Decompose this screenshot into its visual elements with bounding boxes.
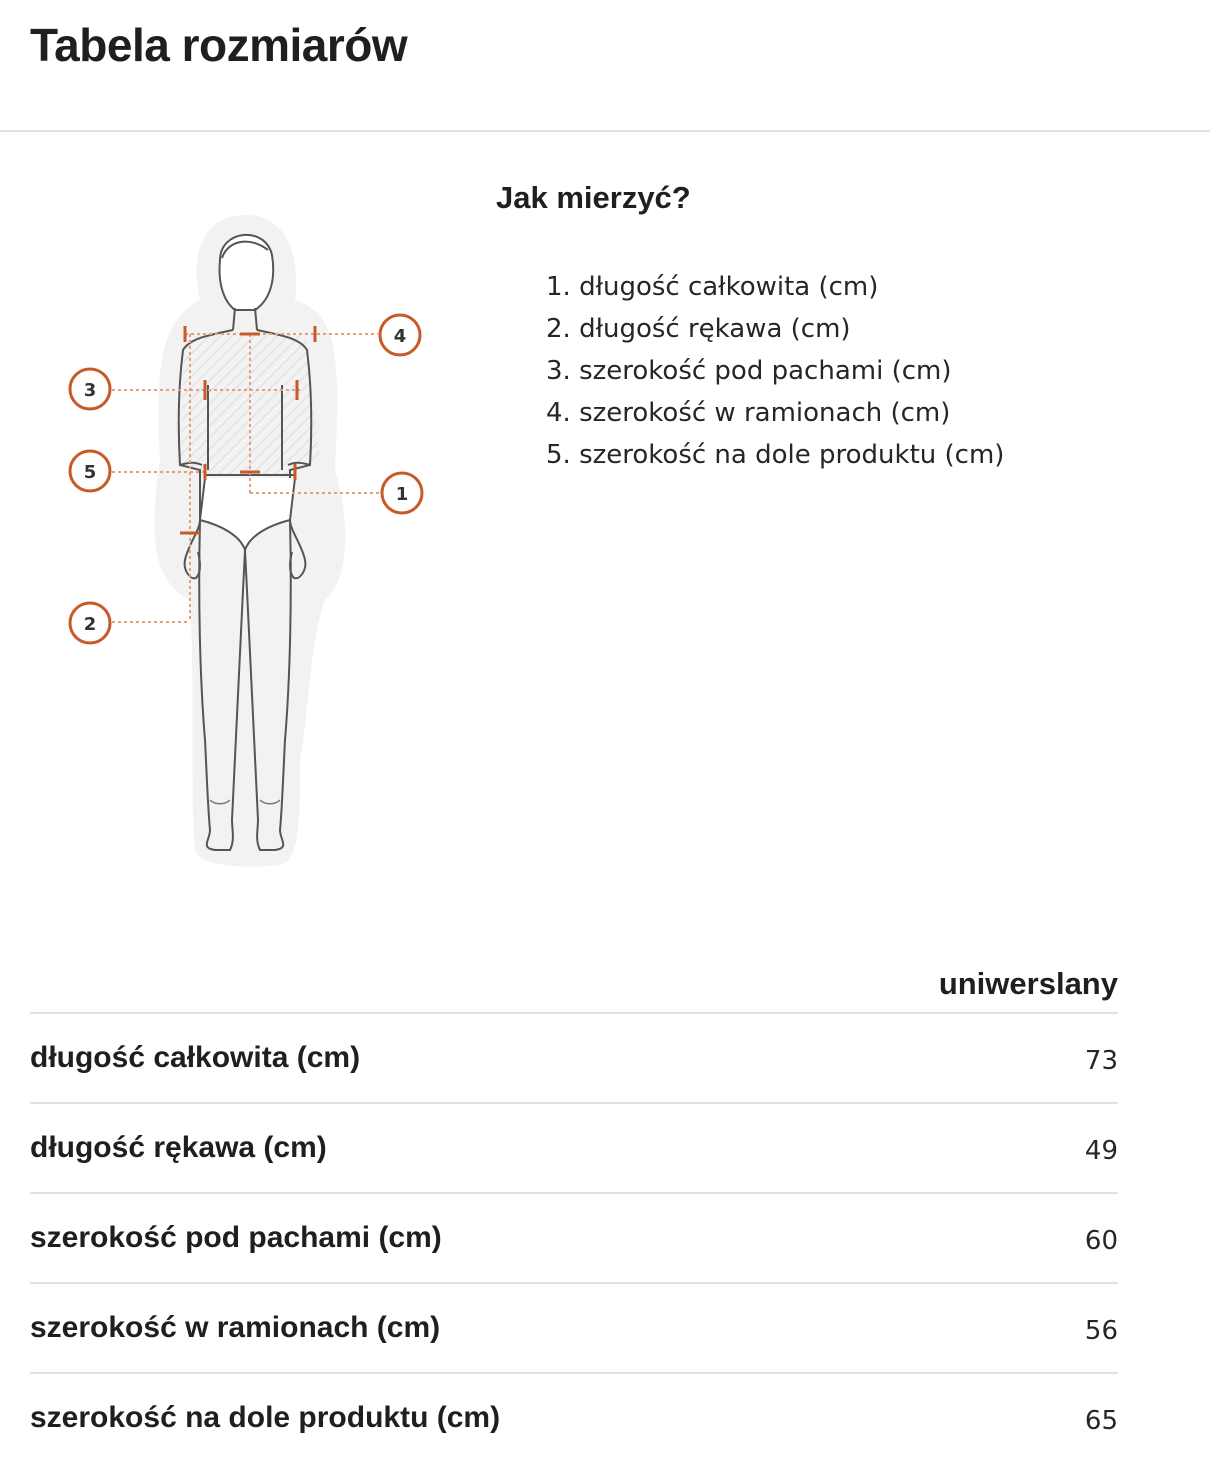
svg-text:1: 1	[395, 484, 409, 505]
list-item: 5. szerokość na dole produktu (cm)	[546, 440, 1005, 470]
row-label: długość rękawa (cm)	[30, 1103, 818, 1193]
row-label: szerokość pod pachami (cm)	[30, 1193, 818, 1283]
list-item: 3. szerokość pod pachami (cm)	[546, 356, 952, 386]
list-item: 2. długość rękawa (cm)	[546, 314, 851, 344]
table-header-row	[30, 950, 1118, 1013]
marker-5-icon	[70, 451, 110, 491]
row-value: 65	[1084, 1406, 1118, 1436]
table-row	[30, 1013, 1118, 1103]
row-label: długość całkowita (cm)	[30, 1013, 818, 1103]
how-to-measure-list	[546, 266, 1004, 476]
svg-text:5: 5	[83, 462, 97, 483]
row-value: 56	[818, 1283, 1118, 1373]
page-title: Tabela rozmiarów	[30, 19, 408, 71]
how-to-measure-title: Jak mierzyć?	[496, 180, 691, 215]
body-figure-icon	[50, 200, 450, 880]
row-value: 60	[818, 1193, 1118, 1283]
marker-1-icon	[382, 473, 422, 513]
svg-text:3: 3	[83, 380, 97, 401]
size-table	[30, 950, 1118, 1462]
marker-3-icon	[70, 369, 110, 409]
table-header-size: uniwerslany	[818, 950, 1118, 1013]
row-label: szerokość na dole produktu (cm)	[30, 1401, 501, 1434]
svg-text:4: 4	[393, 326, 407, 347]
marker-4-icon	[380, 315, 420, 355]
table-row	[30, 1193, 1118, 1283]
table-row	[30, 1373, 1118, 1462]
table-row	[30, 1283, 1118, 1373]
marker-2-icon	[70, 603, 110, 643]
list-item: 4. szerokość w ramionach (cm)	[546, 398, 951, 428]
svg-text:2: 2	[83, 614, 97, 635]
table-header-label	[30, 950, 818, 1013]
table-row	[30, 1103, 1118, 1193]
header-divider	[0, 130, 1210, 132]
row-value: 49	[818, 1103, 1118, 1193]
list-item: 1. długość całkowita (cm)	[546, 272, 879, 302]
body-measurement-diagram	[50, 200, 450, 880]
row-value: 73	[818, 1013, 1118, 1103]
row-label: szerokość w ramionach (cm)	[30, 1283, 818, 1373]
